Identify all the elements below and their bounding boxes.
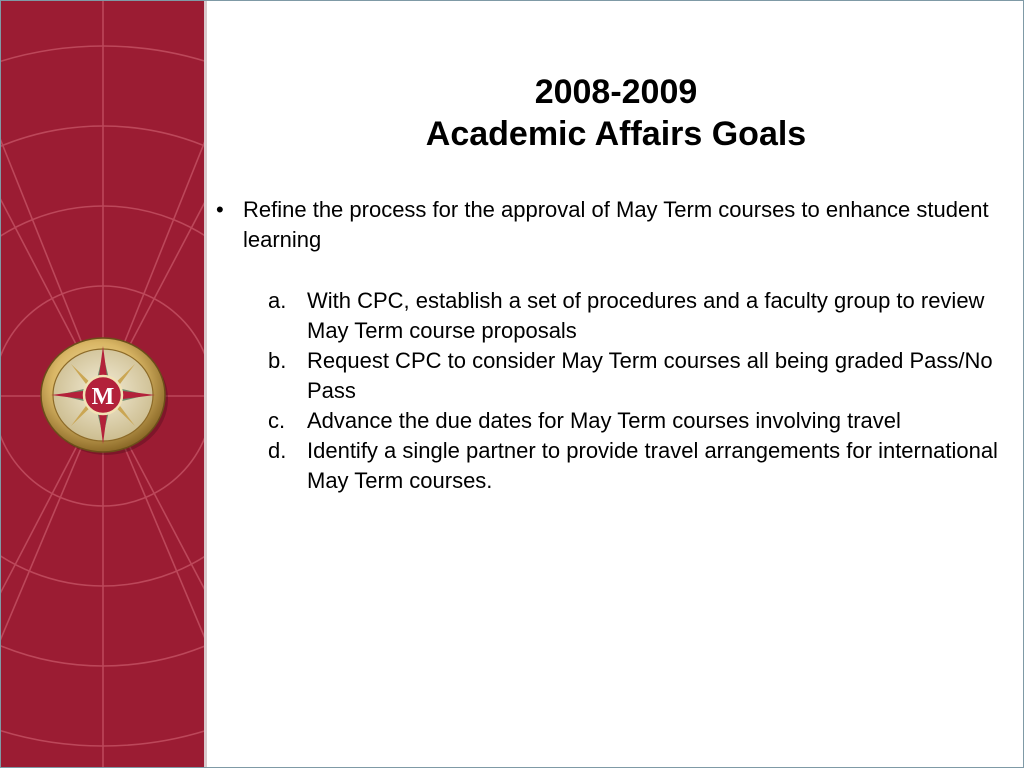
bullet-item	[213, 195, 1019, 255]
bullet-text: Refine the process for the approval of May Term courses to enhance student learning	[243, 197, 989, 252]
sub-list	[213, 286, 1019, 496]
bullet-marker: •	[216, 197, 224, 222]
sub-item-a	[268, 286, 1019, 346]
sub-item-text: With CPC, establish a set of procedures and a faculty group to review May Term course proposals	[307, 288, 985, 343]
title-year: 2008-2009	[534, 73, 698, 111]
logo-letter: M	[91, 384, 115, 410]
title-heading: Academic Affairs Goals	[425, 115, 807, 153]
compass-logo-icon	[37, 334, 171, 458]
sub-item-b	[268, 346, 1019, 406]
slide-title	[207, 71, 1024, 155]
sub-item-marker: a.	[268, 288, 287, 313]
sub-item-marker: b.	[268, 348, 287, 373]
decorative-side-panel	[1, 1, 206, 768]
sub-item-text: Advance the due dates for May Term courses involving travel	[307, 408, 901, 433]
sub-item-text: Identify a single partner to provide travel arrangements for international May Term courses.	[307, 438, 998, 493]
sub-item-marker: c.	[268, 408, 286, 433]
sub-item-marker: d.	[268, 438, 287, 463]
sub-item-c	[268, 406, 1019, 436]
sub-item-d	[268, 436, 1019, 496]
slide-content	[213, 195, 1019, 496]
sub-item-text: Request CPC to consider May Term courses all being graded Pass/No Pass	[307, 348, 993, 403]
